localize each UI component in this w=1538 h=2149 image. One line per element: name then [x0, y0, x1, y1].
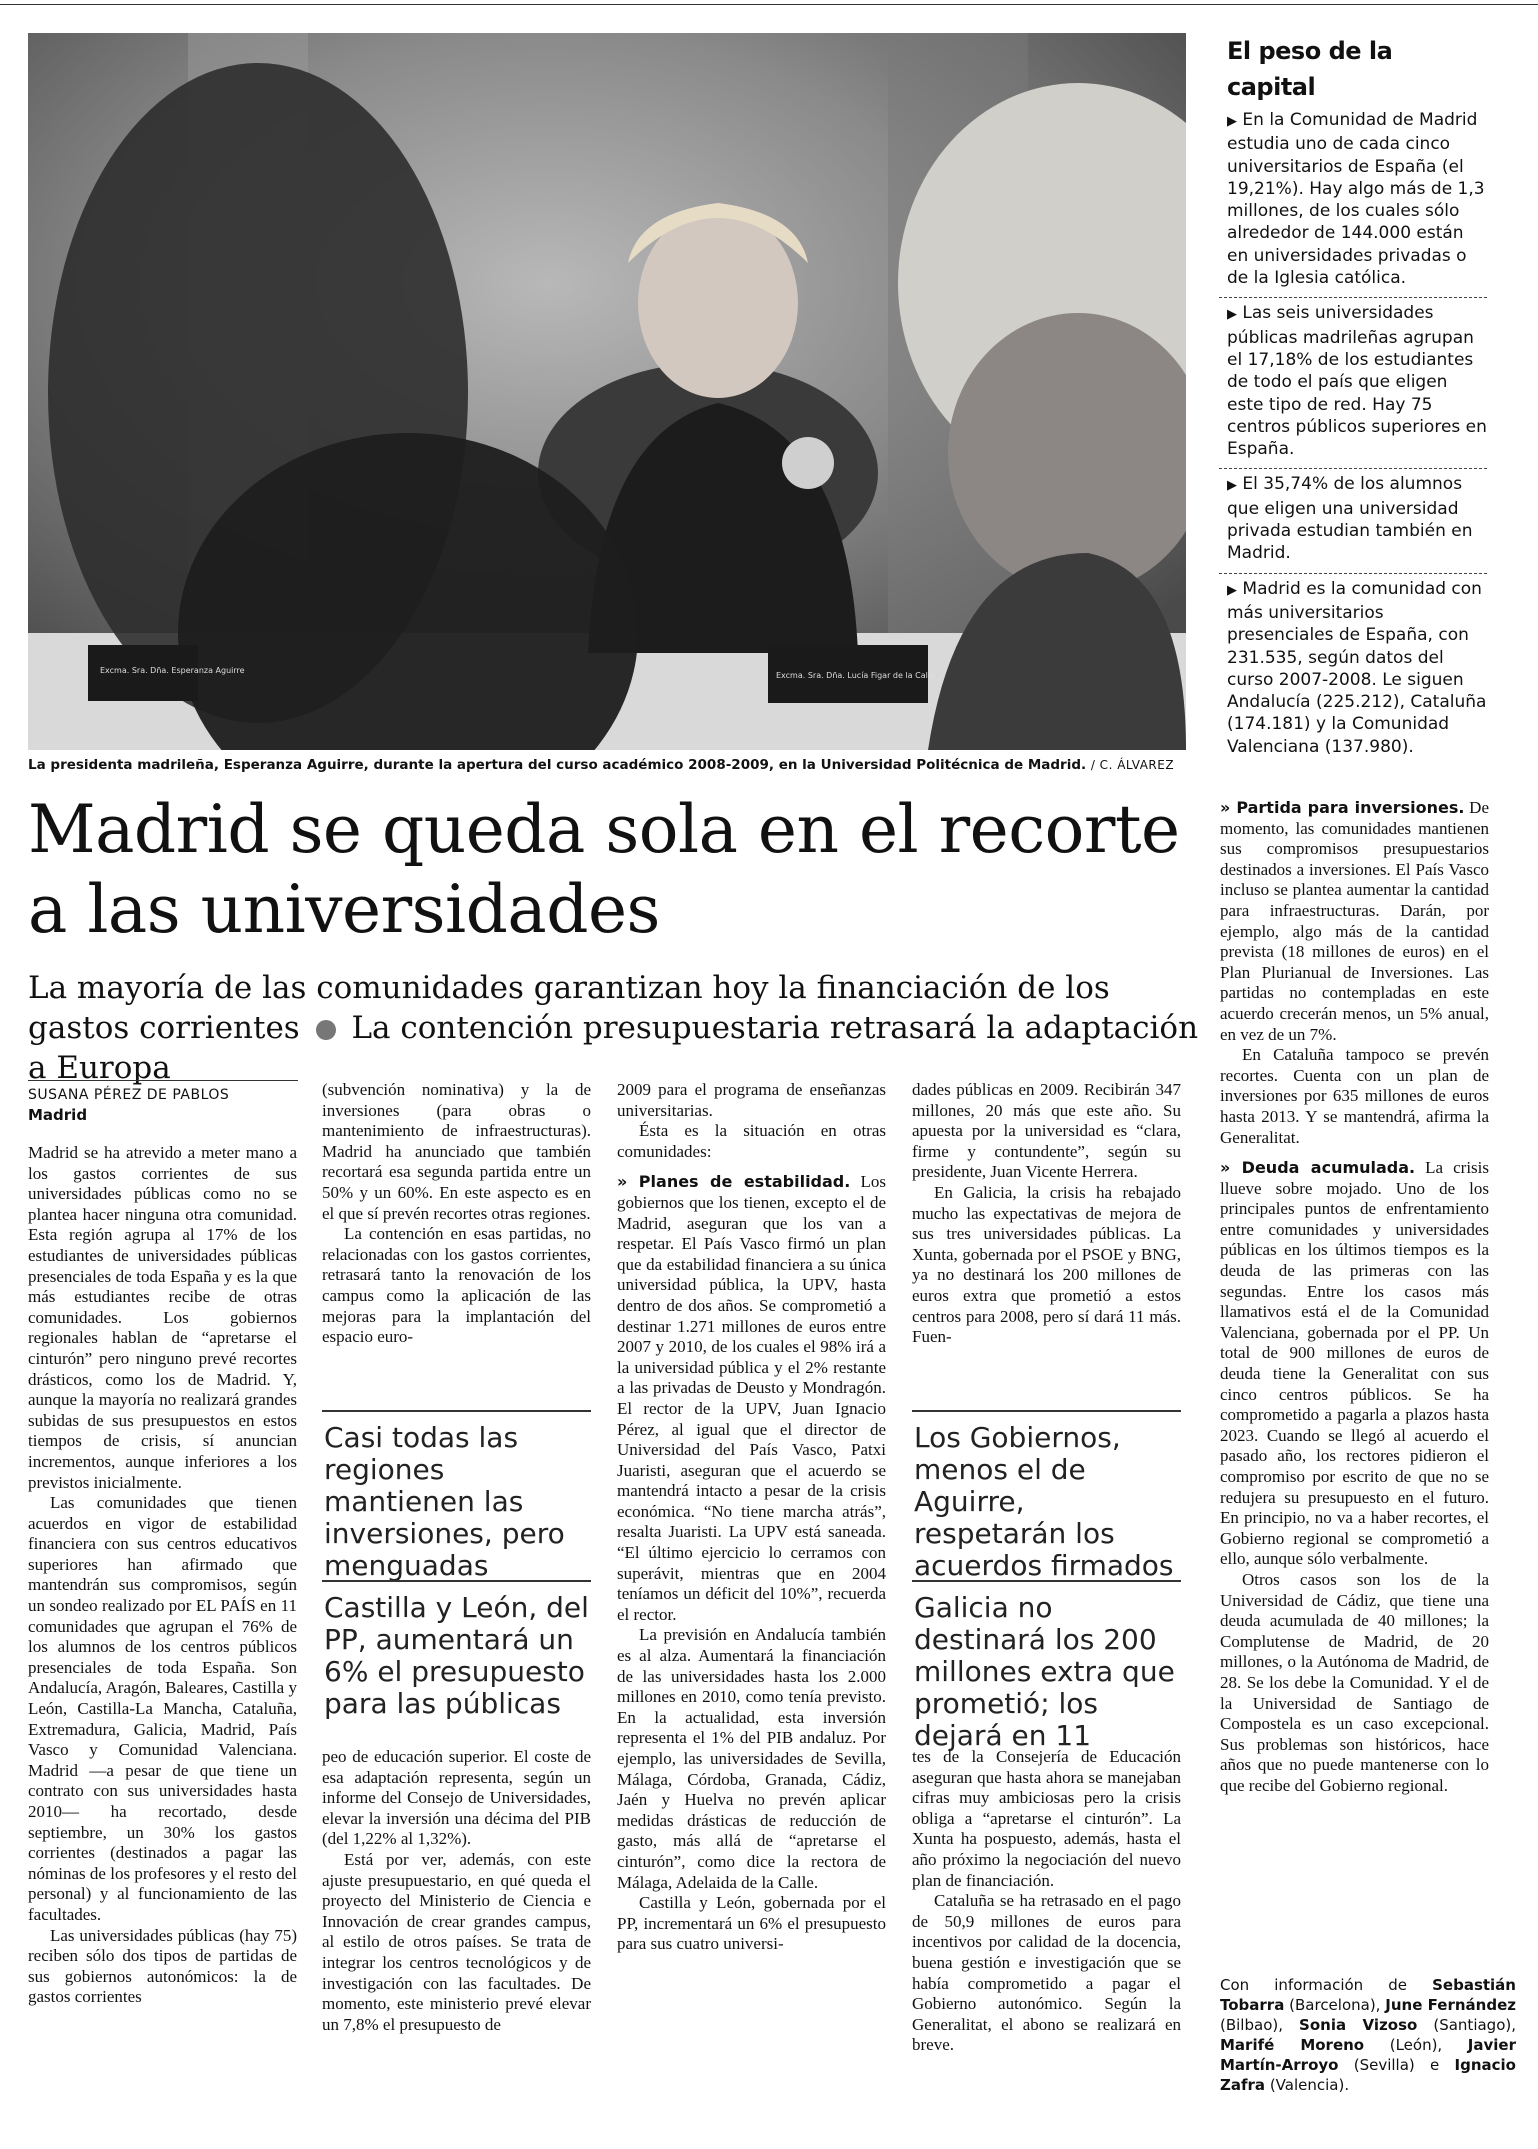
credit-place: (León), — [1389, 2036, 1443, 2054]
subhead-part2: La contención presupuestaria retrasará la adaptación a Europa — [28, 1010, 1199, 1086]
sidebar-item — [1219, 468, 1487, 572]
paragraph: La contención en esas partidas, no relacionadas con los gastos corrientes, retrasará tanto la renovación de los campus como la aplicación de las mejoras para la implantación del espacio euro- — [322, 1224, 591, 1347]
paragraph: (subvención nominativa) y la de inversiones (para obras o mantenimiento de infraestructuras). Madrid ha anunciado que también recortará esa segunda partida entre un 50% y un 60%. En este aspecto es en el que sí prevén recortes otras regiones. — [322, 1080, 591, 1223]
triangle-bullet-icon: ▶ — [1227, 582, 1237, 598]
paragraph: tes de la Consejería de Educación aseguran que hasta ahora se manejaban cifras muy ambiciosas pero la crisis obliga a “apretarse el cinturón”. La Xunta ha pospuesto, además, hasta el año próximo la negociación del nuevo plan de financiación. — [912, 1747, 1181, 1890]
paragraph: La previsión en Andalucía también es al alza. Aumentará la financiación de las universidades hasta los 2.000 millones en 2010, como tenía previsto. En la actualidad, esta inversión representa el 1% del PIB andaluz. Por ejemplo, las universidades de Sevilla, Málaga, Córdoba, Granada, Cádiz, Jaén y Huelva no prevén aplicar medidas drásticas de reducción de gasto, más allá de “apretarse el cinturón”, como dice la rectora de Málaga, Adelaida de la Calle. — [617, 1625, 886, 1892]
credit-place: (Barcelona), — [1289, 1996, 1381, 2014]
pullquote-rule — [912, 1580, 1181, 1582]
paragraph: peo de educación superior. El coste de esa adaptación representa, según un informe del Consejo de Universidades, elevar la inversión una décima del PIB (del 1,22% al 1,32%). — [322, 1747, 591, 1849]
sidebar-item — [1219, 573, 1487, 766]
paragraph: Madrid se ha atrevido a meter mano a los gastos corrientes de sus universidades públicas como no se plantea hacer ninguna otra comunidad. Esta región agrupa al 17% de los estudiantes de universidades públicas presenciales de toda España y es la que más estudiantes recibe de otras comunidades. Los gobiernos regionales hablan de “apretarse el cinturón” pero ninguno prevé recortes drásticos, como los de Madrid. Y, aunque la mayoría no realizará grandes subidas de sus presupuestos en estos tiempos de crisis, sí anuncian incrementos, aunque inferiores a los previstos inicialmente. — [28, 1143, 297, 1492]
paragraph: Las universidades públicas (hay 75) reciben sólo dos tipos de partidas de sus gobiernos autonómicos: la de gastos corrientes — [28, 1925, 297, 2007]
credit-name: Sonia Vizoso — [1299, 2016, 1418, 2034]
paragraph: Las comunidades que tienen acuerdos en vigor de estabilidad financiera con sus centros educativos superiores han afirmado que mantendrán sus compromisos, según un sondeo realizado por EL PAÍS en 11 comunidades que agrupan el 76% de los alumnos de los centros públicos presenciales de toda España. Son Andalucía, Aragón, Baleares, Castilla y León, Castilla-La Mancha, Cataluña, Extremadura, Galicia, Madrid, País Vasco y Comunidad Valenciana. Madrid —a pesar de que tiene un contrato con sus universidades hasta 2010— ha recortado, desde septiembre, un 30% los gastos corrientes (destinados a pagar las nóminas de los profesores y el resto del personal) y al funcionamiento de las facultades. — [28, 1493, 297, 1924]
headline: Madrid se queda sola en el recorte a las universidades — [28, 791, 1180, 948]
sidebar-item-text: Madrid es la comunidad con más universitarios presenciales de España, con 231.535, según datos del curso 2007-2008. Le siguen Andalucía (225.212), Cataluña (174.181) y la Comunidad Valenciana (137.980). — [1227, 578, 1487, 757]
credit-name: June Fernández — [1385, 1996, 1516, 2014]
caption-text: La presidenta madrileña, Esperanza Aguirre, durante la apertura del curso académico 2008-2009, en la Universidad Politécnica de Madrid. — [28, 757, 1087, 773]
pull-quote-1: Casi todas las regiones mantienen las inversiones, pero menguadas — [324, 1421, 565, 1582]
sidebar-box — [1219, 33, 1487, 771]
paragraph-text: La crisis llueve sobre mojado. Uno de los principales puntos de enfrentamiento entre comunidades y universidades públicas en los últimos tiempos es la deuda de las primeras con las segundas. Entre los casos más llamativos está el de la Comunidad Valenciana, gobernada por el PP. Un total de 900 millones de euros de deuda tiene la Generalitat con sus cinco centros públicos. Se ha comprometido a pagarla a plazos hasta 2023. Cuando se llegó al acuerdo el pasado año, los rectores pidieron el compromiso por escrito de que no se redujera su presupuesto en el futuro. En principio, no va a haber recortes, el Gobierno regional se comprometió a ello, aunque sólo verbalmente. — [1220, 1158, 1490, 1569]
paragraph: En Galicia, la crisis ha rebajado mucho las expectativas de mejora de sus tres universidades públicas. La Xunta, gobernada por el PSOE y BNG, ya no destinará los 200 millones de euros extra que prometió a estos centros para 2008, pero sí dará 11 más. Fuen- — [912, 1182, 1181, 1347]
credit-name: Sebastián Tobarra — [1220, 1976, 1516, 2014]
sidebar-item — [1219, 297, 1487, 468]
pull-quote-3: Los Gobiernos, menos el de Aguirre, respetarán los acuerdos firmados — [914, 1421, 1174, 1582]
credit-name: Marifé Moreno — [1220, 2036, 1365, 2054]
paragraph: Está por ver, además, con este ajuste presupuestario, en qué queda el proyecto del Ministerio de Ciencia e Innovación de crear grandes campus, al estilo de otros países. Se trata de integrar los centros tecnológicos y de investigación con las facultades. De momento, este ministerio prevé elevar un 7,8% el presupuesto de — [322, 1849, 591, 2034]
sidebar-item-text: En la Comunidad de Madrid estudia uno de cada cinco universitarios de España (el 19,21%). Hay algo más de 1,3 millones, de los cuales sólo alrededor de 144.000 están en universidades privadas o de la Iglesia católica. — [1227, 110, 1485, 289]
article-column-5 — [1220, 798, 1489, 1797]
photo-caption — [28, 756, 1188, 774]
subhead-part1: La mayoría de las comunidades garantizan hoy la financiación de los gastos corrientes — [28, 970, 1110, 1046]
bullet-dot-icon — [316, 1020, 336, 1040]
paragraph-text: De momento, las comunidades mantienen sus compromisos presupuestarios destinados a inversiones. El País Vasco incluso se plantea aumentar la cantidad para infraestructuras. Darán, por ejemplo, algo más de la cantidad prevista (18 millones de euros) en el Plan Plurianual de Inversiones. Las partidas no contempladas en este acuerdo crecerán menos, un 5% anual, en vez de un 7%. — [1220, 798, 1489, 1044]
nameplate-right: Excma. Sra. Dña. Lucía Figar de la Calle — [776, 671, 935, 680]
article-column-2-top — [322, 1080, 591, 1348]
byline — [28, 1080, 298, 1125]
section-lead: » Deuda acumulada. — [1220, 1158, 1416, 1178]
pull-quote-2: Castilla y León, del PP, aumentará un 6% el presupuesto para las públicas — [324, 1591, 589, 1720]
credit-name: Ignacio Zafra — [1220, 2056, 1516, 2094]
paragraph-text: Los gobiernos que los tienen, excepto el de Madrid, aseguran que los van a respetar. El País Vasco firmó un plan que da estabilidad financiera a su única universidad pública, la UPV, hasta dentro de dos años. Se comprometió a destinar 1.271 millones de euros entre 2007 y 2010, de los cuales el 98% irá a la universidad pública y el 2% restante a las privadas de Deusto y Mondragón. El rector de la UPV, Juan Ignacio Pérez, al igual que el director de Universidad del País Vasco, Patxi Juaristi, aseguran que el acuerdo se mantendrá intacto a pesar de la crisis económica. “No tiene marcha atrás”, resalta Juaristi. La UPV está saneada. “El último ejercicio lo cerramos con superávit, mientras que en 2004 teníamos un déficit del 10%”, recuerda el rector. — [617, 1172, 886, 1624]
paragraph — [1220, 798, 1489, 1045]
paragraph: Cataluña se ha retrasado en el pago de 50,9 millones de euros para incentivos por calidad de la docencia, buena gestión e investigación que se había comprometido a pagar el Gobierno autonómico. Según la Generalitat, el abono se realizará en breve. — [912, 1891, 1181, 2055]
article-column-4-top — [912, 1080, 1181, 1348]
paragraph: Otros casos son los de la Universidad de Cádiz, que tiene una deuda acumulada de 40 millones; la Complutense de Madrid, de 20 millones, o la Autónoma de Madrid, de 28. Se los debe la Comunidad. Y el de la Universidad de Santiago de Compostela es un caso excepcional. Sus problemas son históricos, hace años que no puede mantenerse con lo que recibe del Gobierno regional. — [1220, 1569, 1489, 1795]
sidebar-title: El peso de la capital — [1227, 37, 1393, 101]
section-lead: » Partida para inversiones. — [1220, 798, 1465, 817]
credit-place: (Bilbao), — [1220, 2016, 1283, 2034]
credit-name: Javier Martín-Arroyo — [1220, 2036, 1516, 2074]
byline-city: Madrid — [28, 1106, 88, 1124]
article-column-1 — [28, 1143, 297, 2008]
paragraph: En Cataluña tampoco se prevén recortes. Cuenta con un plan de inversiones por 635 millones de euros hasta 2013. Y se mantendrá, afirma la Generalitat. — [1220, 1045, 1489, 1147]
credit-place: (Valencia). — [1269, 2076, 1350, 2094]
reporting-credits — [1220, 1975, 1516, 2095]
credit-place: (Santiago), — [1433, 2016, 1516, 2034]
nameplate-left: Excma. Sra. Dña. Esperanza Aguirre — [100, 666, 245, 675]
pullquote-rule — [322, 1410, 591, 1412]
triangle-bullet-icon: ▶ — [1227, 114, 1237, 129]
paragraph: dades públicas en 2009. Recibirán 347 millones, 20 más que este año. Su apuesta por la universidad es “clara, firme y contundente”, según su presidente, Juan Vicente Herrera. — [912, 1080, 1181, 1182]
photo-credit: / C. ÁLVAREZ — [1090, 758, 1175, 772]
top-rule — [0, 4, 1538, 5]
triangle-bullet-icon: ▶ — [1227, 307, 1237, 323]
sidebar-item-text: El 35,74% de los alumnos que eligen una universidad privada estudian también en Madrid. — [1227, 474, 1473, 564]
triangle-bullet-icon: ▶ — [1227, 478, 1237, 494]
byline-author: SUSANA PÉREZ DE PABLOS — [28, 1087, 230, 1103]
paragraph — [1220, 1158, 1489, 1570]
pull-quote-4: Galicia no destinará los 200 millones extra que prometió; los dejará en 11 — [914, 1591, 1175, 1752]
credit-place: (Sevilla) e — [1353, 2056, 1440, 2074]
section-lead: » Planes de estabilidad. — [617, 1172, 851, 1192]
pullquote-rule — [912, 1410, 1181, 1412]
pullquote-rule — [322, 1580, 591, 1582]
credits-prefix: Con información de — [1220, 1976, 1408, 1994]
paragraph: 2009 para el programa de enseñanzas universitarias. — [617, 1080, 886, 1120]
paragraph: Castilla y León, gobernada por el PP, incrementará un 6% el presupuesto para sus cuatro universi- — [617, 1893, 886, 1954]
article-column-4-bottom — [912, 1747, 1181, 2056]
sidebar-item — [1219, 105, 1487, 297]
paragraph — [617, 1172, 886, 1625]
sidebar-item-text: Las seis universidades públicas madrileñas agrupan el 17,18% de los estudiantes de todo el país que eligen este tipo de red. Hay 75 centros públicos superiores en España. — [1227, 303, 1487, 460]
paragraph: Ésta es la situación en otras comunidades: — [617, 1121, 886, 1161]
article-column-3 — [617, 1080, 886, 1955]
news-photo — [28, 33, 1186, 750]
subheadline — [28, 968, 1208, 1088]
article-column-2-bottom — [322, 1747, 591, 2035]
